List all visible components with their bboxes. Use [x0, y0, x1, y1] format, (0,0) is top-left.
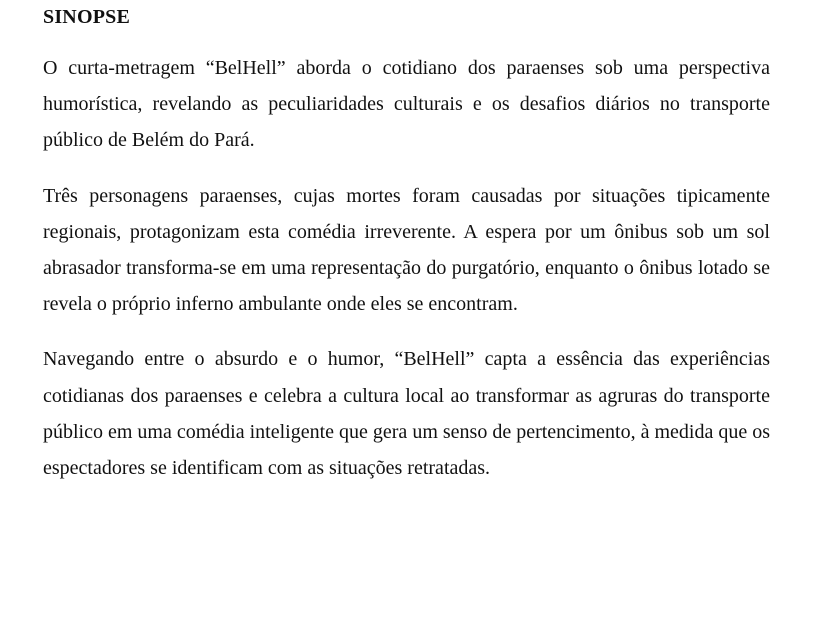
paragraph-characters: Três personagens paraenses, cujas mortes foram causadas por situações tipicamente regionais, protagonizam esta comédia irreverente. A espera por um ônibus sob um sol abrasador transforma-se em uma representação do purgatório, enquanto o ônibus lotado se revela o próprio inferno ambulante onde eles se encontram.	[43, 184, 770, 316]
paragraph-intro: O curta-metragem “BelHell” aborda o cotidiano dos paraenses sob uma perspectiva humorística, revelando as peculiaridades culturais e os desafios diários no transporte público de Belém do Pará.	[43, 57, 770, 152]
synopsis-document	[43, 4, 770, 505]
section-heading: SINOPSE	[43, 6, 130, 28]
paragraph-conclusion: Navegando entre o absurdo e o humor, “BelHell” capta a essência das experiências cotidianas dos paraenses e celebra a cultura local ao transformar as agruras do transporte público em uma comédia inteligente que gera um senso de pertencimento, à medida que os espectadores se identificam com as situações retratadas.	[43, 348, 770, 480]
